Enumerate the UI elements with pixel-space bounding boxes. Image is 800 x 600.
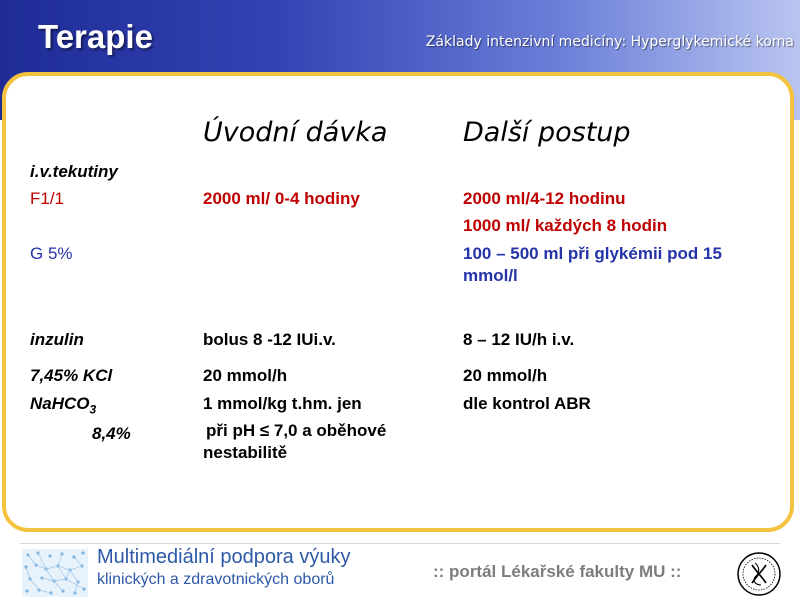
row-label-f11: F1/1 [30,189,65,208]
section-label-iv-fluids: i.v.tekutiny [30,162,118,181]
page-subtitle: Základy intenzivní medicíny: Hyperglykemické koma [425,34,794,50]
portal-link[interactable]: :: portál Lékařské fakulty MU :: [433,562,682,581]
nahco3-initial-line2: při pH ≤ 7,0 a oběhové nestabilitě [203,421,387,462]
nahco3-concentration: 8,4% [92,424,131,443]
g5-next-step: 100 – 500 ml při glykémii pod 15 mmol/l [463,244,722,285]
logo-text-line2: klinických a zdravotnických oborů [97,571,335,588]
nahco3-subscript: 3 [89,402,97,417]
network-sphere-icon [22,549,88,597]
insulin-initial-dose: bolus 8 -12 IUi.v. [203,330,336,349]
nahco3-initial-line1: 1 mmol/kg t.hm. jen [203,394,362,413]
nahco3-formula: NaHCO [30,394,90,413]
f11-initial-dose: 2000 ml/ 0-4 hodiny [203,189,360,208]
logo-text-line1: Multimediální podpora výuky [97,546,351,568]
row-label-g5: G 5% [30,244,73,263]
row-label-kcl: 7,45% KCl [30,366,113,385]
column-header-next: Další postup [463,117,631,148]
nahco3-next-step: dle kontrol ABR [463,394,591,413]
row-label-insulin: inzulin [30,330,84,349]
kcl-next-step: 20 mmol/h [463,366,548,385]
insulin-next-step: 8 – 12 IU/h i.v. [463,330,575,349]
row-label-nahco3 [30,393,96,420]
column-header-initial: Úvodní dávka [203,117,388,148]
university-seal-icon [736,551,782,597]
kcl-initial-dose: 20 mmol/h [203,366,288,385]
f11-next-step-2: 1000 ml/ každých 8 hodin [463,216,668,235]
footer [0,543,800,600]
footer-divider [20,543,780,544]
page-title: Terapie [38,18,153,55]
f11-next-step-1: 2000 ml/4-12 hodinu [463,189,626,208]
